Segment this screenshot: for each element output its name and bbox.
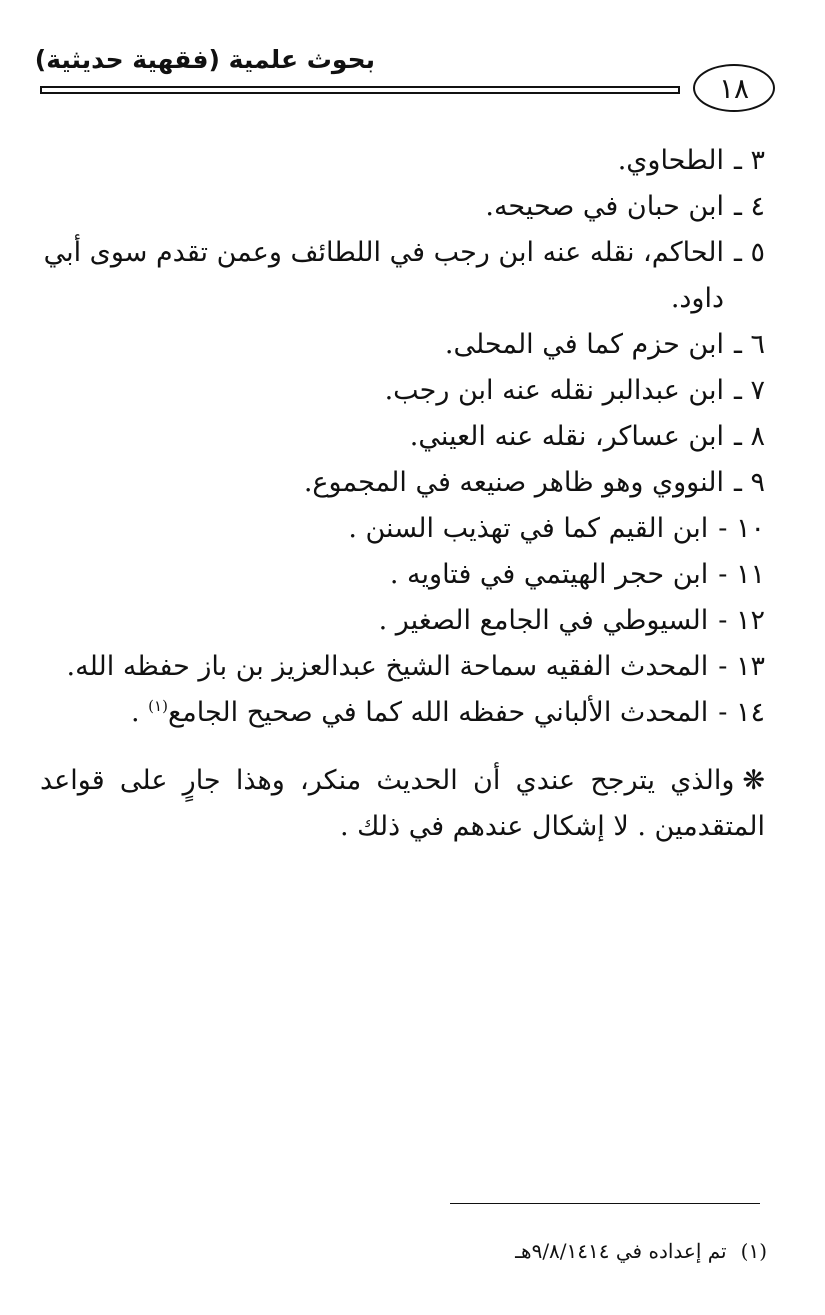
list-item — [40, 460, 765, 506]
list-item-body — [40, 368, 724, 414]
asterisk-icon: ❋ — [742, 765, 765, 796]
list-item-text: المحدث الألباني حفظه الله كما في صحيح الجامع — [167, 697, 709, 728]
page-number-text: ١٨ — [718, 71, 750, 105]
list-item-text: الطحاوي. — [617, 145, 724, 176]
footnote — [267, 1235, 767, 1267]
list-item-body — [40, 552, 708, 598]
list-item — [40, 184, 765, 230]
list-item-number: ١٠ - — [718, 513, 765, 544]
list-item-text: ابن حزم كما في المحلى. — [444, 329, 724, 360]
conclusion-paragraph — [40, 758, 765, 850]
list-item — [40, 690, 765, 736]
running-header-title: بحوث علمية (فقهية حديثية) — [34, 45, 375, 74]
list-item-number: ٥ ـ — [733, 237, 765, 268]
list-item-number: ١٣ - — [718, 651, 765, 682]
list-item-number: ٦ ـ — [733, 329, 765, 360]
footnote-separator — [450, 1203, 760, 1204]
page-number — [693, 64, 775, 112]
list-item-text: ابن عساكر، نقله عنه العيني. — [409, 421, 724, 452]
list-item-text: الحاكم، نقله عنه ابن رجب في اللطائف وعمن تقدم سوى أبي داود. — [43, 237, 724, 314]
footnote-text: تم إعداده في ٩/٨/١٤١٤هـ — [515, 1239, 727, 1263]
list-item-body — [40, 414, 724, 460]
footnote-reference: (١) — [148, 697, 168, 715]
conclusion-text: والذي يترجح عندي أن الحديث منكر، وهذا جارٍ على قواعد المتقدمين . لا إشكال عندهم في ذلك . — [40, 765, 765, 842]
list-item-body — [40, 690, 708, 736]
list-item — [40, 552, 765, 598]
list-item-number: ٧ ـ — [733, 375, 765, 406]
list-item-text: ابن حبان في صحيحه. — [485, 191, 724, 222]
list-item-text: المحدث الفقيه سماحة الشيخ عبدالعزيز بن باز حفظه الله. — [66, 651, 709, 682]
list-item-number: ١١ - — [718, 559, 765, 590]
main-content — [40, 138, 765, 850]
list-item-body — [40, 506, 708, 552]
list-item-tail: . — [130, 697, 149, 728]
list-item — [40, 230, 765, 322]
list-item-text: النووي وهو ظاهر صنيعه في المجموع. — [303, 467, 724, 498]
list-item — [40, 368, 765, 414]
list-item-body — [40, 644, 708, 690]
list-item-number: ٩ ـ — [733, 467, 765, 498]
list-item-number: ٣ ـ — [733, 145, 765, 176]
list-item-number: ٤ ـ — [733, 191, 765, 222]
list-item-number: ٨ ـ — [733, 421, 765, 452]
header-rule — [40, 86, 680, 94]
list-item — [40, 414, 765, 460]
list-item — [40, 138, 765, 184]
list-item-text: السيوطي في الجامع الصغير . — [378, 605, 709, 636]
list-item-text: ابن القيم كما في تهذيب السنن . — [348, 513, 709, 544]
list-item-body — [40, 322, 724, 368]
list-item-body — [40, 230, 724, 322]
list-item — [40, 506, 765, 552]
list-item-number: ١٢ - — [718, 605, 765, 636]
list-item-body — [40, 138, 724, 184]
list-item-text: ابن حجر الهيتمي في فتاويه . — [389, 559, 709, 590]
list-item-body — [40, 460, 724, 506]
list-item-body — [40, 598, 708, 644]
scholars-list — [40, 138, 765, 736]
list-item-text: ابن عبدالبر نقله عنه ابن رجب. — [384, 375, 724, 406]
footnote-number: (١) — [740, 1239, 767, 1263]
list-item — [40, 322, 765, 368]
list-item-body — [40, 184, 724, 230]
list-item — [40, 644, 765, 690]
list-item — [40, 598, 765, 644]
list-item-number: ١٤ - — [718, 697, 765, 728]
